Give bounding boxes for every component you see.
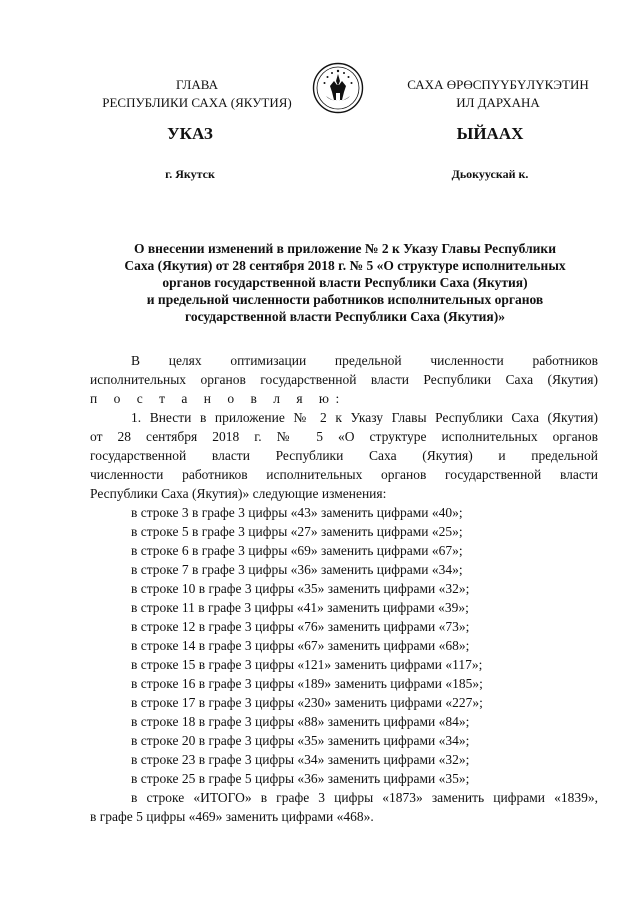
city-sah: Дьокуускай к. bbox=[451, 167, 529, 181]
change-item: в строке 15 в графе 3 цифры «121» заменить цифрами «117»; bbox=[131, 657, 483, 672]
clause-line: от 28 сентября 2018 г. № 5 «О структуре исполнительных органов bbox=[90, 429, 598, 444]
header-left bbox=[86, 76, 308, 112]
header-right-line1: САХА ӨРӨСПҮҮБҮЛҮКЭТИН bbox=[407, 77, 589, 92]
change-item: в строке 20 в графе 3 цифры «35» заменить цифрами «34»; bbox=[131, 733, 470, 748]
title-line: органов государственной власти Республики Саха (Якутия) bbox=[162, 275, 528, 290]
decree-word: п о с т а н о в л я ю: bbox=[90, 391, 346, 406]
header-left-line1: ГЛАВА bbox=[176, 77, 218, 92]
title-line: Саха (Якутия) от 28 сентября 2018 г. № 5 «О структуре исполнительных bbox=[124, 258, 566, 273]
change-item: в строке 11 в графе 3 цифры «41» заменить цифрами «39»; bbox=[131, 600, 469, 615]
doc-type-ru: УКАЗ bbox=[167, 124, 213, 143]
clause-line: 1. Внести в приложение № 2 к Указу Главы Республики Саха (Якутия) bbox=[131, 410, 598, 425]
header-right-line2: ИЛ ДАРХАНА bbox=[456, 95, 540, 110]
preamble-line: В целях оптимизации предельной численности работников bbox=[131, 353, 598, 368]
change-item: в строке 17 в графе 3 цифры «230» заменить цифрами «227»; bbox=[131, 695, 483, 710]
document-title bbox=[90, 240, 600, 325]
title-line: государственной власти Республики Саха (Якутия)» bbox=[185, 309, 505, 324]
change-item: в строке 23 в графе 3 цифры «34» заменить цифрами «32»; bbox=[131, 752, 470, 767]
doc-type-sah: ЫЙААХ bbox=[456, 124, 524, 143]
change-item: в строке 5 в графе 3 цифры «27» заменить цифрами «25»; bbox=[131, 524, 463, 539]
change-item: в строке 18 в графе 3 цифры «88» заменить цифрами «84»; bbox=[131, 714, 470, 729]
preamble-line: исполнительных органов государственной власти Республики Саха (Якутия) bbox=[90, 372, 598, 387]
change-item: в строке 3 в графе 3 цифры «43» заменить цифрами «40»; bbox=[131, 505, 463, 520]
city-ru: г. Якутск bbox=[165, 167, 215, 181]
final-change-line: в строке «ИТОГО» в графе 3 цифры «1873» заменить цифрами «1839», bbox=[131, 790, 598, 805]
change-item: в строке 12 в графе 3 цифры «76» заменить цифрами «73»; bbox=[131, 619, 470, 634]
change-item: в строке 16 в графе 3 цифры «189» заменить цифрами «185»; bbox=[131, 676, 483, 691]
title-line: О внесении изменений в приложение № 2 к Указу Главы Республики bbox=[134, 241, 556, 256]
clause-line: Республики Саха (Якутия)» следующие изменения: bbox=[90, 486, 387, 501]
change-item: в строке 14 в графе 3 цифры «67» заменить цифрами «68»; bbox=[131, 638, 470, 653]
clause-line: численности работников исполнительных органов государственной власти bbox=[90, 467, 598, 482]
title-line: и предельной численности работников исполнительных органов bbox=[146, 292, 544, 307]
header-left-line2: РЕСПУБЛИКИ САХА (ЯКУТИЯ) bbox=[102, 95, 292, 110]
change-item: в строке 10 в графе 3 цифры «35» заменить цифрами «32»; bbox=[131, 581, 470, 596]
change-item: в строке 25 в графе 5 цифры «36» заменить цифрами «35»; bbox=[131, 771, 470, 786]
header-right bbox=[388, 76, 608, 112]
final-change-line: в графе 5 цифры «469» заменить цифрами «468». bbox=[90, 809, 374, 824]
document-body bbox=[90, 351, 598, 826]
coat-of-arms-icon bbox=[312, 62, 364, 114]
clause-line: государственной власти Республики Саха (Якутия) и предельной bbox=[90, 448, 598, 463]
change-item: в строке 6 в графе 3 цифры «69» заменить цифрами «67»; bbox=[131, 543, 463, 558]
change-item: в строке 7 в графе 3 цифры «36» заменить цифрами «34»; bbox=[131, 562, 463, 577]
